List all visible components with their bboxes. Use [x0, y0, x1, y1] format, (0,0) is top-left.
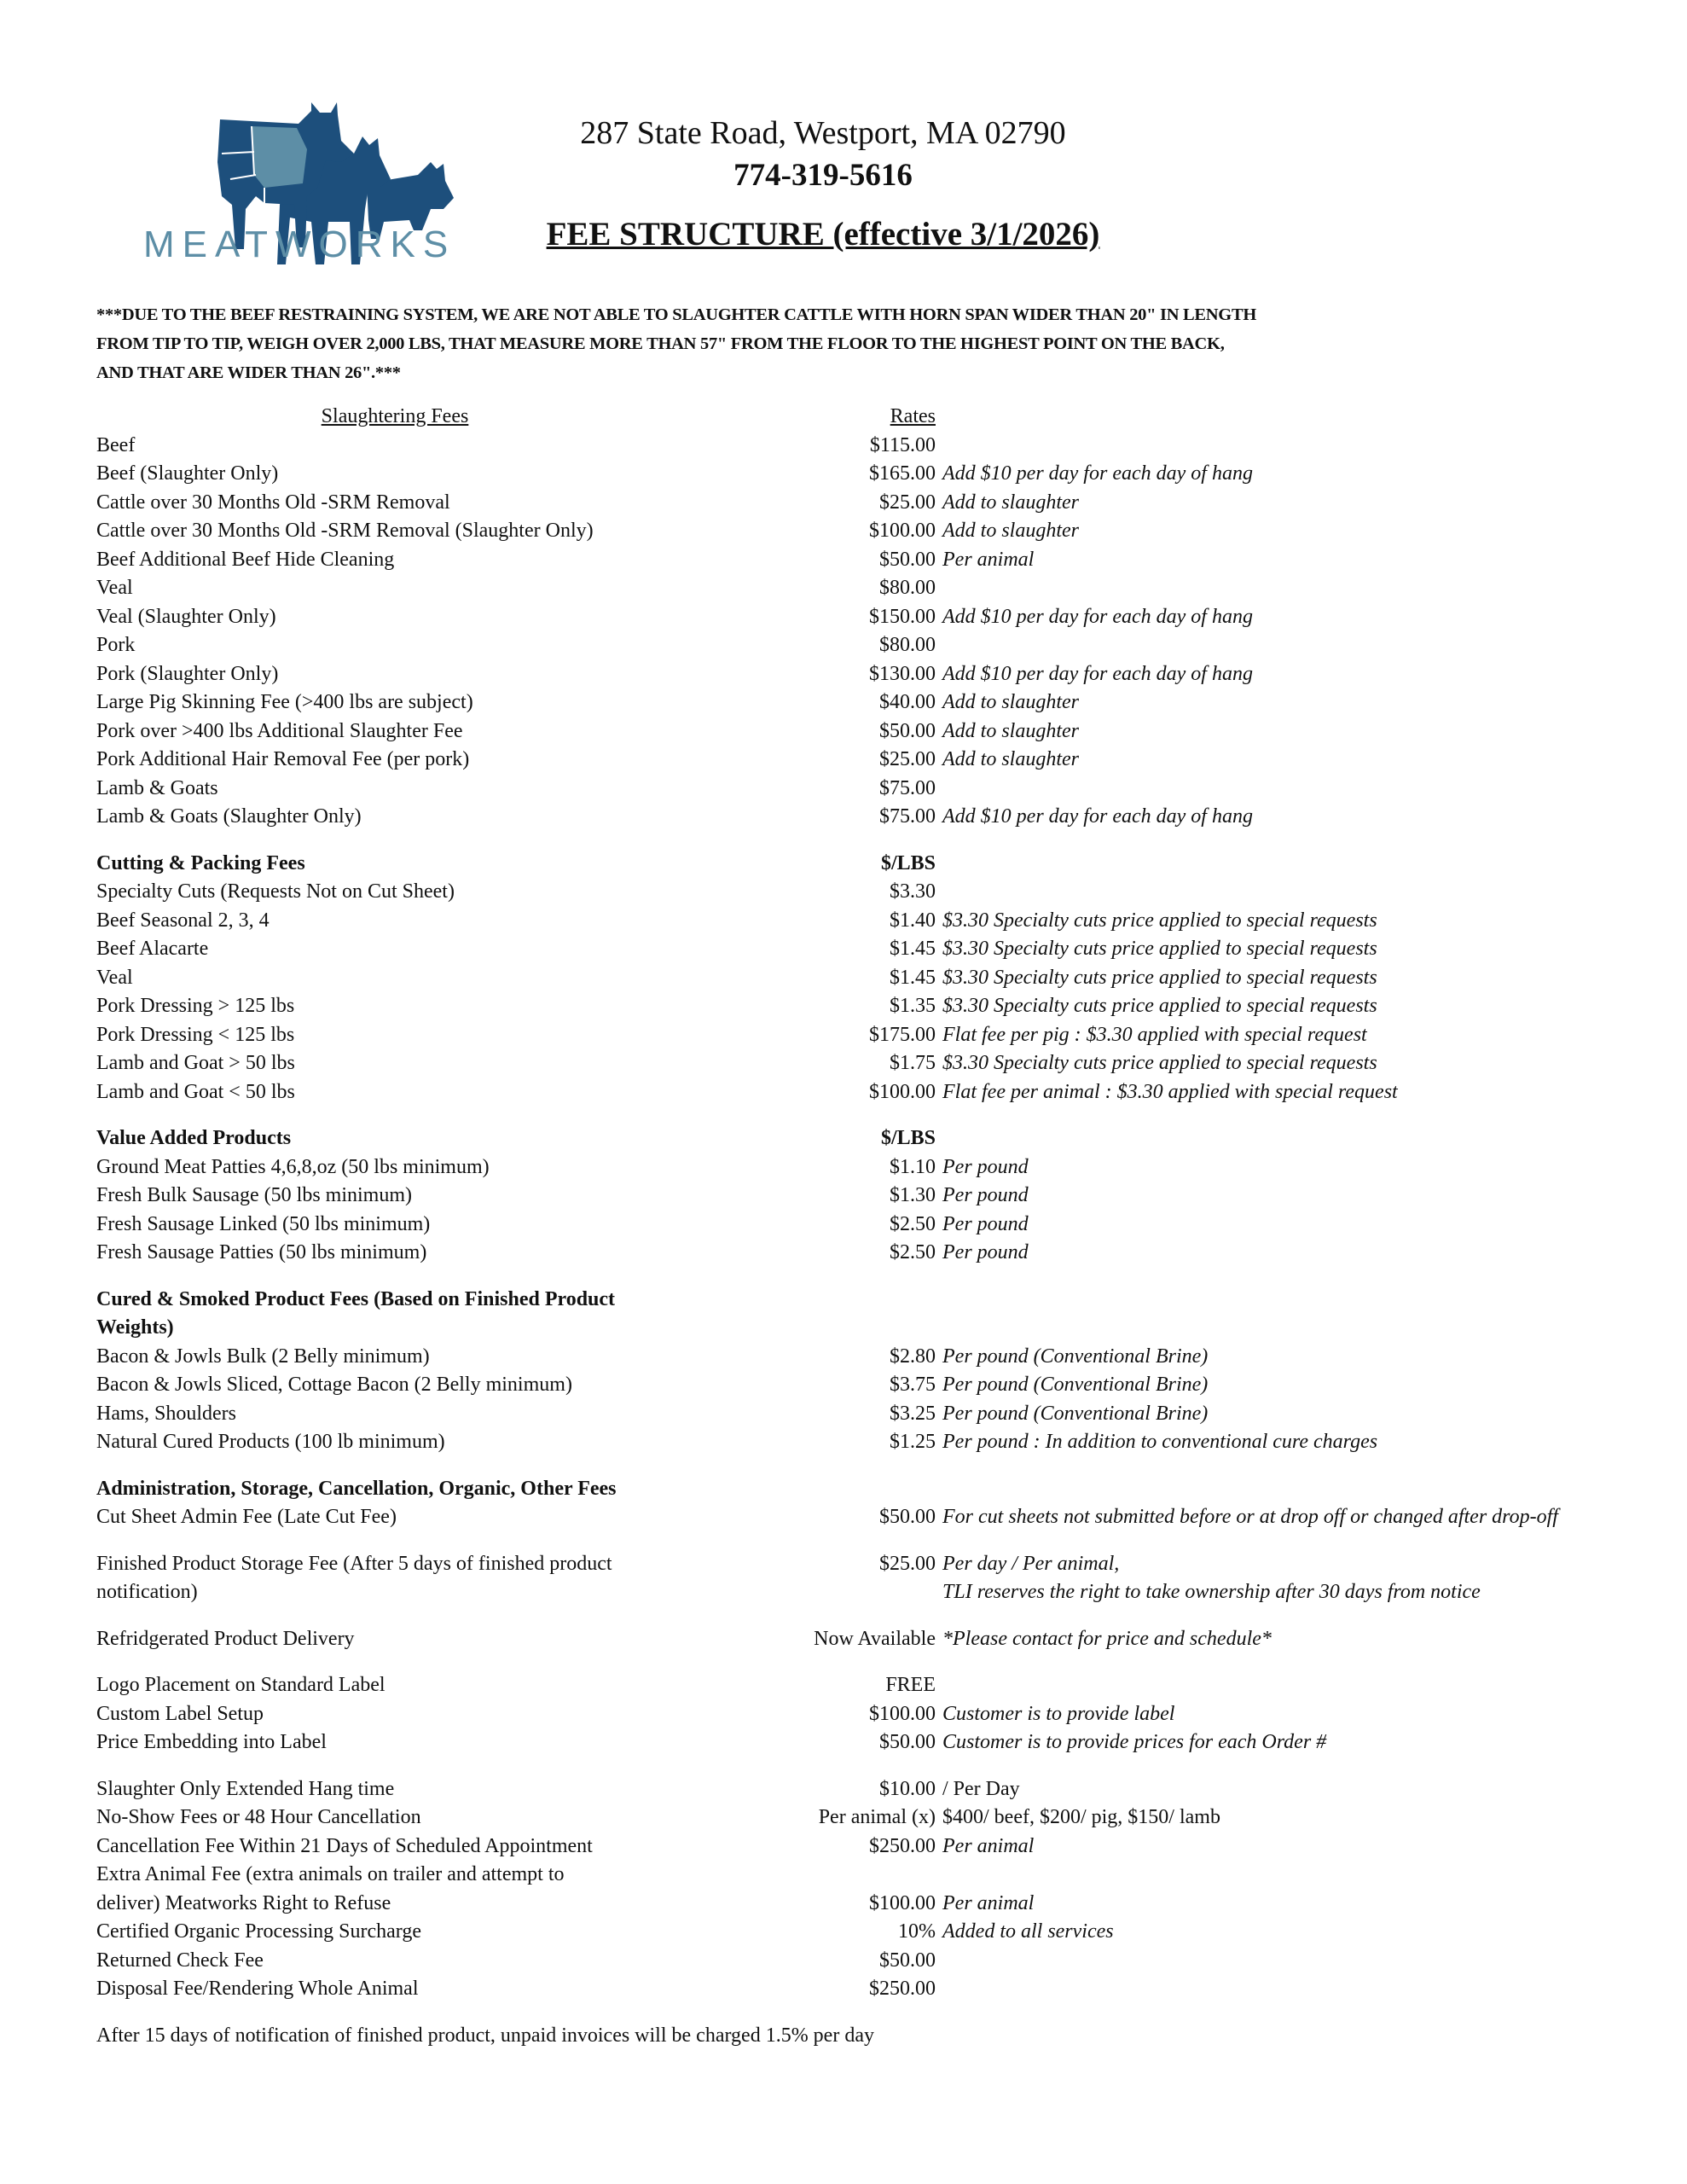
- fee-rate: FREE: [885, 1674, 936, 1696]
- fee-row: [96, 775, 1683, 804]
- fee-row: [96, 1804, 1683, 1833]
- fee-label: Fresh Sausage Linked (50 lbs minimum): [96, 1212, 431, 1235]
- fee-section: [96, 1124, 1683, 1268]
- fee-rate: $3.75: [890, 1374, 936, 1396]
- fee-rate: 10%: [898, 1920, 936, 1943]
- fee-label: Beef Additional Beef Hide Cleaning: [96, 548, 395, 571]
- fee-rate: $250.00: [869, 1834, 936, 1857]
- fee-rate: Now Available: [814, 1627, 936, 1650]
- fee-rate: $175.00: [869, 1023, 936, 1046]
- fee-rate: $50.00: [879, 548, 936, 571]
- fee-row: [96, 935, 1683, 964]
- fee-label: Finished Product Storage Fee (After 5 days of finished product notification): [96, 1552, 612, 1603]
- section-header: [96, 403, 1683, 432]
- fee-rate: $1.75: [890, 1052, 936, 1074]
- fee-label: Veal (Slaughter Only): [96, 605, 276, 628]
- fee-row: [96, 1700, 1683, 1729]
- fee-label: Price Embedding into Label: [96, 1731, 327, 1753]
- fee-rate: $100.00: [869, 1080, 936, 1103]
- fee-row: [96, 746, 1683, 775]
- fee-label: Hams, Shoulders: [96, 1402, 236, 1425]
- fee-label: Lamb and Goat > 50 lbs: [96, 1052, 295, 1074]
- fee-rate: $3.30: [890, 880, 936, 903]
- fee-label: Beef Alacarte: [96, 938, 209, 960]
- fee-note: Add $10 per day for each day of hang: [942, 805, 1253, 828]
- fee-row: [96, 1503, 1683, 1532]
- section-title: Cutting & Packing Fees: [96, 851, 305, 874]
- fee-rate: $250.00: [869, 1978, 936, 2000]
- fee-row: [96, 1182, 1683, 1211]
- fee-note: Added to all services: [942, 1920, 1114, 1943]
- fee-label: Cattle over 30 Months Old -SRM Removal: [96, 491, 450, 514]
- fee-rate: $130.00: [869, 662, 936, 685]
- fee-note: Customer is to provide prices for each Order #: [942, 1731, 1327, 1753]
- fee-row: [96, 460, 1683, 489]
- warning-line: FROM TIP TO TIP, WEIGH OVER 2,000 LBS, THAT MEASURE MORE THAN 57" FROM THE FLOOR TO THE HIGHEST POINT ON THE BACK,: [96, 334, 1225, 353]
- fee-row: [96, 878, 1683, 907]
- fee-label: Large Pig Skinning Fee (>400 lbs are subject): [96, 691, 473, 713]
- fee-label: Natural Cured Products (100 lb minimum): [96, 1431, 445, 1453]
- fee-rate: $2.50: [890, 1241, 936, 1263]
- fee-label: Logo Placement on Standard Label: [96, 1674, 386, 1696]
- fee-rate: $1.45: [890, 938, 936, 960]
- fee-row: [96, 717, 1683, 746]
- fee-label: Specialty Cuts (Requests Not on Cut Sheet): [96, 880, 455, 903]
- fee-rate: $40.00: [879, 691, 936, 713]
- fee-row: [96, 1021, 1683, 1050]
- fee-rate: $50.00: [879, 1949, 936, 1972]
- fee-rate: $50.00: [879, 719, 936, 742]
- fee-note: $3.30 Specialty cuts price applied to special requests: [942, 995, 1377, 1017]
- fee-row: [96, 1728, 1683, 1757]
- fee-label: Beef: [96, 433, 136, 456]
- fee-note: Per pound (Conventional Brine): [942, 1402, 1209, 1425]
- fee-note: Flat fee per pig : $3.30 applied with special request: [942, 1023, 1367, 1046]
- fee-rate: $25.00: [879, 1552, 936, 1575]
- fee-row: [96, 1833, 1683, 1862]
- fee-row: [96, 546, 1683, 575]
- fee-rate: $1.30: [890, 1184, 936, 1206]
- fee-label: Pork (Slaughter Only): [96, 662, 279, 685]
- fee-rate: $10.00: [879, 1777, 936, 1800]
- fee-section: [96, 1625, 1683, 1654]
- fee-row: [96, 489, 1683, 518]
- fee-table: [96, 403, 1683, 2050]
- fee-rate: $50.00: [879, 1731, 936, 1753]
- fee-row: [96, 574, 1683, 603]
- fee-note: $3.30 Specialty cuts price applied to special requests: [942, 909, 1377, 932]
- fee-row: [96, 1625, 1683, 1654]
- fee-rate: $100.00: [869, 1891, 936, 1914]
- fee-label: Fresh Bulk Sausage (50 lbs minimum): [96, 1184, 412, 1206]
- fee-note: Per pound : In addition to conventional cure charges: [942, 1431, 1378, 1453]
- fee-label: Cattle over 30 Months Old -SRM Removal (Slaughter Only): [96, 520, 594, 542]
- fee-row: [96, 992, 1683, 1021]
- fee-row: [96, 432, 1683, 461]
- address: 287 State Road, Westport, MA 02790: [580, 115, 1066, 151]
- fee-row: [96, 660, 1683, 689]
- fee-row: [96, 631, 1683, 660]
- fee-row: [96, 1861, 1683, 1918]
- section-header: [96, 1475, 1683, 1504]
- fee-row: [96, 907, 1683, 936]
- fee-label: Extra Animal Fee (extra animals on trailer and attempt to deliver) Meatworks Right to Refuse: [96, 1863, 565, 1914]
- fee-rate: $3.25: [890, 1402, 936, 1425]
- fee-row: [96, 1671, 1683, 1700]
- fee-note: $3.30 Specialty cuts price applied to special requests: [942, 1052, 1377, 1074]
- fee-section: [96, 403, 1683, 832]
- fee-rate: $115.00: [869, 433, 936, 456]
- fee-section: [96, 1286, 1683, 1457]
- rate-column-header: $/LBS: [880, 851, 936, 874]
- fee-note: Add to slaughter: [942, 748, 1079, 770]
- fee-label: Returned Check Fee: [96, 1949, 264, 1972]
- fee-row: [96, 1049, 1683, 1078]
- fee-note: Per animal: [942, 1834, 1035, 1857]
- fee-label: Certified Organic Processing Surcharge: [96, 1920, 422, 1943]
- fee-rate: $50.00: [879, 1506, 936, 1528]
- fee-note: For cut sheets not submitted before or at drop off or changed after drop-off: [942, 1506, 1558, 1528]
- fee-note: Per day / Per animal, TLI reserves the right to take ownership after 30 days from notice: [942, 1552, 1481, 1603]
- fee-note: $400/ beef, $200/ pig, $150/ lamb: [942, 1806, 1220, 1828]
- footer-note: After 15 days of notification of finished product, unpaid invoices will be charged 1.5% per day: [96, 2024, 874, 2047]
- section-header: [96, 850, 1683, 879]
- fee-note: Add $10 per day for each day of hang: [942, 462, 1253, 485]
- fee-rate: $100.00: [869, 1702, 936, 1725]
- fee-row: [96, 1775, 1683, 1804]
- fee-label: Pork: [96, 634, 136, 656]
- fee-rate: $1.45: [890, 966, 936, 989]
- fee-label: Pork Dressing < 125 lbs: [96, 1023, 295, 1046]
- section-header: [96, 1124, 1683, 1153]
- fee-rate: $2.50: [890, 1212, 936, 1235]
- fee-section: [96, 850, 1683, 1107]
- section-title: Administration, Storage, Cancellation, Organic, Other Fees: [96, 1477, 617, 1500]
- fee-label: Bacon & Jowls Bulk (2 Belly minimum): [96, 1345, 430, 1368]
- fee-label: Custom Label Setup: [96, 1702, 264, 1725]
- rate-column-header: $/LBS: [880, 1127, 936, 1149]
- section-title: Slaughtering Fees: [321, 405, 469, 427]
- fee-note: Per pound: [942, 1184, 1029, 1206]
- fee-label: Fresh Sausage Patties (50 lbs minimum): [96, 1241, 427, 1263]
- fee-note: Per pound: [942, 1212, 1029, 1235]
- fee-note: Add to slaughter: [942, 719, 1079, 742]
- brand-name: MEATWORKS: [143, 224, 456, 265]
- fee-rate: $1.25: [890, 1431, 936, 1453]
- fee-note: Per pound (Conventional Brine): [942, 1345, 1209, 1368]
- fee-rate: $80.00: [879, 634, 936, 656]
- fee-rate: $150.00: [869, 605, 936, 628]
- fee-rate: $80.00: [879, 577, 936, 599]
- fee-row: [96, 1947, 1683, 1976]
- fee-row: [96, 1428, 1683, 1457]
- fee-note: / Per Day: [942, 1777, 1020, 1800]
- fee-label: Bacon & Jowls Sliced, Cottage Bacon (2 Belly minimum): [96, 1374, 572, 1396]
- fee-note: Add to slaughter: [942, 491, 1079, 514]
- fee-label: Refridgerated Product Delivery: [96, 1627, 355, 1650]
- page-title: FEE STRUCTURE (effective 3/1/2026): [546, 216, 1100, 253]
- fee-rate: $25.00: [879, 748, 936, 770]
- fee-label: Veal: [96, 966, 133, 989]
- fee-section: [96, 1475, 1683, 1532]
- section-title: Cured & Smoked Product Fees (Based on Finished Product Weights): [96, 1287, 616, 1339]
- fee-label: No-Show Fees or 48 Hour Cancellation: [96, 1806, 421, 1828]
- warning-line: ***DUE TO THE BEEF RESTRAINING SYSTEM, WE ARE NOT ABLE TO SLAUGHTER CATTLE WITH HORN SPAN WIDER THAN 20" IN LENGTH: [96, 305, 1256, 324]
- fee-note: Add $10 per day for each day of hang: [942, 662, 1253, 685]
- fee-note: Add to slaughter: [942, 520, 1079, 542]
- fee-row: [96, 803, 1683, 832]
- fee-note: Flat fee per animal : $3.30 applied with special request: [942, 1080, 1398, 1103]
- fee-rate: $75.00: [879, 776, 936, 799]
- section-header: [96, 1286, 1683, 1343]
- fee-rate: $100.00: [869, 520, 936, 542]
- fee-note: Per pound (Conventional Brine): [942, 1374, 1209, 1396]
- fee-note: $3.30 Specialty cuts price applied to special requests: [942, 966, 1377, 989]
- fee-note: Per animal: [942, 548, 1035, 571]
- fee-rate: $1.40: [890, 909, 936, 932]
- fee-label: Cut Sheet Admin Fee (Late Cut Fee): [96, 1506, 397, 1528]
- fee-row: [96, 964, 1683, 993]
- fee-label: Veal: [96, 577, 133, 599]
- fee-label: Cancellation Fee Within 21 Days of Scheduled Appointment: [96, 1834, 593, 1857]
- fee-note: Per pound: [942, 1241, 1029, 1263]
- fee-row: [96, 517, 1683, 546]
- section-title: Value Added Products: [96, 1127, 292, 1149]
- fee-rate: $25.00: [879, 491, 936, 514]
- fee-label: Beef Seasonal 2, 3, 4: [96, 909, 270, 932]
- fee-row: [96, 688, 1683, 717]
- fee-label: Beef (Slaughter Only): [96, 462, 279, 485]
- fee-row: [96, 1918, 1683, 1947]
- fee-label: Disposal Fee/Rendering Whole Animal: [96, 1978, 419, 2000]
- fee-rate: $165.00: [869, 462, 936, 485]
- fee-section: [96, 1671, 1683, 1757]
- fee-row: [96, 1371, 1683, 1400]
- fee-row: [96, 1343, 1683, 1372]
- fee-rate: $1.35: [890, 995, 936, 1017]
- fee-label: Slaughter Only Extended Hang time: [96, 1777, 395, 1800]
- fee-note: Customer is to provide label: [942, 1702, 1175, 1725]
- fee-label: Pork Additional Hair Removal Fee (per pork): [96, 748, 470, 770]
- fee-note: Add to slaughter: [942, 691, 1079, 713]
- fee-section: [96, 1550, 1683, 1607]
- fee-note: Per animal: [942, 1891, 1035, 1914]
- fee-rate: $2.80: [890, 1345, 936, 1368]
- fee-note: *Please contact for price and schedule*: [942, 1627, 1272, 1650]
- fee-rate: $1.10: [890, 1155, 936, 1178]
- rate-column-header: Rates: [890, 405, 936, 427]
- fee-label: Ground Meat Patties 4,6,8,oz (50 lbs minimum): [96, 1155, 490, 1178]
- fee-row: [96, 603, 1683, 632]
- phone-number: 774-319-5616: [733, 158, 913, 193]
- fee-label: Lamb & Goats: [96, 776, 218, 799]
- fee-row: [96, 1550, 1683, 1607]
- fee-label: Lamb & Goats (Slaughter Only): [96, 805, 362, 828]
- fee-rate: $75.00: [879, 805, 936, 828]
- fee-note: Per pound: [942, 1155, 1029, 1178]
- fee-label: Pork over >400 lbs Additional Slaughter Fee: [96, 719, 463, 742]
- warning-line: AND THAT ARE WIDER THAN 26".***: [96, 363, 401, 382]
- fee-row: [96, 1211, 1683, 1240]
- fee-section: [96, 1775, 1683, 2004]
- fee-rate: Per animal (x): [818, 1806, 936, 1828]
- fee-row: [96, 1078, 1683, 1107]
- fee-label: Lamb and Goat < 50 lbs: [96, 1080, 295, 1103]
- fee-row: [96, 1400, 1683, 1429]
- fee-row: [96, 1153, 1683, 1182]
- fee-label: Pork Dressing > 125 lbs: [96, 995, 295, 1017]
- warning-notice: [96, 300, 1256, 387]
- fee-row: [96, 1975, 1683, 2004]
- fee-note: $3.30 Specialty cuts price applied to special requests: [942, 938, 1377, 960]
- fee-note: Add $10 per day for each day of hang: [942, 605, 1253, 628]
- fee-row: [96, 1239, 1683, 1268]
